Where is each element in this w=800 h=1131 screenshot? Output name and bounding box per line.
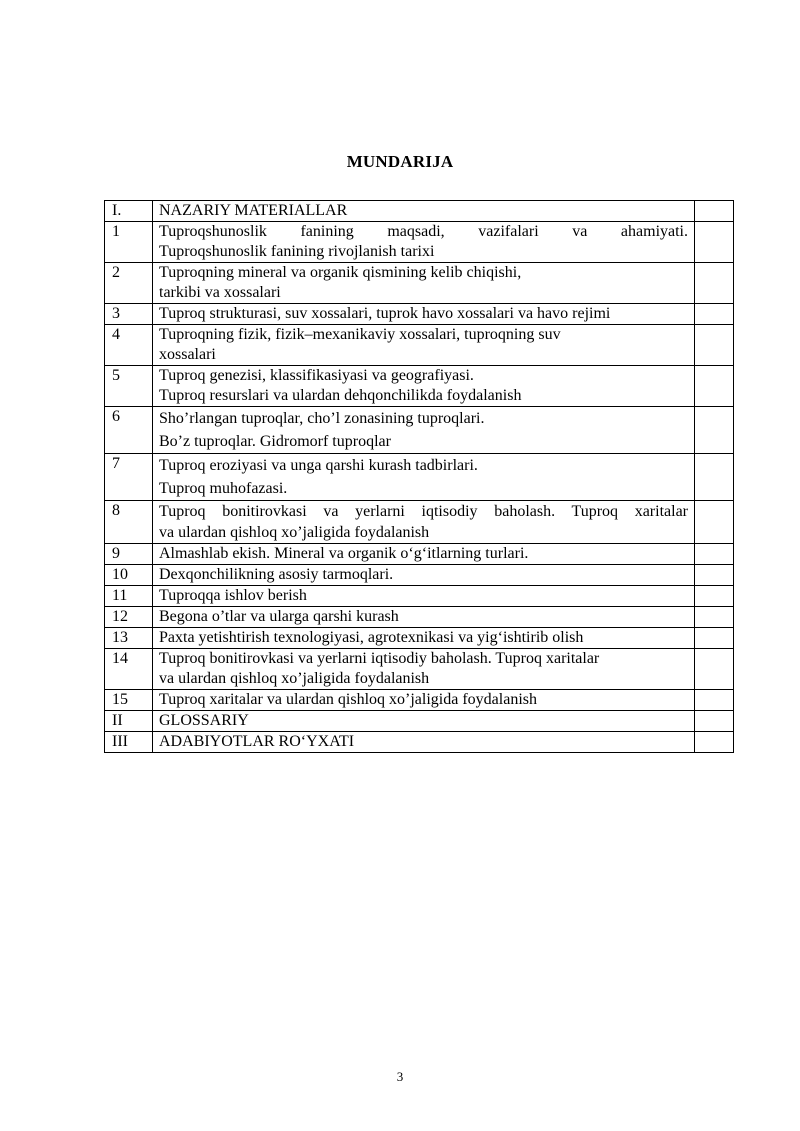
toc-row-page <box>695 649 734 690</box>
toc-row-page <box>695 501 734 544</box>
toc-row <box>105 628 734 649</box>
page-title: MUNDARIJA <box>346 152 454 171</box>
toc-row-title: ADABIYOTLAR RO‘YXATI <box>153 732 695 753</box>
toc-row-title: Tuproq bonitirovkasi va yerlarni iqtisodiy baholash. Tuproq xaritalar va ulardan qishloq xo’jaligida foydalanish <box>153 501 695 544</box>
toc-row-number: 1 <box>105 222 153 263</box>
toc-row-number: 9 <box>105 544 153 565</box>
toc-row-title: Tuproq bonitirovkasi va yerlarni iqtisodiy baholash. Tuproq xaritalar va ulardan qishloq xo’jaligida foydalanish <box>153 649 695 690</box>
toc-row <box>105 325 734 366</box>
toc-row-number: 2 <box>105 263 153 304</box>
toc-row-page <box>695 544 734 565</box>
toc-row <box>105 732 734 753</box>
toc-row-title: Paxta yetishtirish texnologiyasi, agrotexnikasi va yig‘ishtirib olish <box>153 628 695 649</box>
toc-row-page <box>695 263 734 304</box>
toc-row-title: Tuproq strukturasi, suv xossalari, tuprok havo xossalari va havo rejimi <box>153 304 695 325</box>
toc-row-title: GLOSSARIY <box>153 711 695 732</box>
toc-row-title: Tuproq eroziyasi va unga qarshi kurash tadbirlari. Tuproq muhofazasi. <box>153 454 695 501</box>
toc-row-page <box>695 325 734 366</box>
toc-row-number: 4 <box>105 325 153 366</box>
toc-row-page <box>695 366 734 407</box>
toc-row-title: Sho’rlangan tuproqlar, cho’l zonasining tuproqlari. Bo’z tuproqlar. Gidromorf tuproqlar <box>153 407 695 454</box>
toc-row <box>105 607 734 628</box>
toc-row <box>105 201 734 222</box>
toc-row-title: Dexqonchilikning asosiy tarmoqlari. <box>153 565 695 586</box>
toc-row-title: Tuproq xaritalar va ulardan qishloq xo’jaligida foydalanish <box>153 690 695 711</box>
toc-row <box>105 690 734 711</box>
toc-row-page <box>695 628 734 649</box>
toc-row-number: 3 <box>105 304 153 325</box>
toc-row-page <box>695 201 734 222</box>
table-of-contents <box>104 200 734 753</box>
toc-row <box>105 711 734 732</box>
toc-row <box>105 222 734 263</box>
toc-row-page <box>695 690 734 711</box>
toc-row-number: 13 <box>105 628 153 649</box>
toc-row-number: 12 <box>105 607 153 628</box>
toc-row-title: Tuproq genezisi, klassifikasiyasi va geografiyasi. Tuproq resurslari va ulardan dehqonchilikda foydalanish <box>153 366 695 407</box>
toc-row <box>105 501 734 544</box>
toc-row-number: 14 <box>105 649 153 690</box>
toc-row-page <box>695 586 734 607</box>
toc-row-number: 6 <box>105 407 153 454</box>
toc-row-number: III <box>105 732 153 753</box>
toc-row-title: Almashlab ekish. Mineral va organik o‘g‘itlarning turlari. <box>153 544 695 565</box>
toc-row-page <box>695 454 734 501</box>
toc-row-title: Tuproqning fizik, fizik–mexanikaviy xossalari, tuproqning suv xossalari <box>153 325 695 366</box>
toc-row-page <box>695 304 734 325</box>
toc-row-page <box>695 407 734 454</box>
toc-row-page <box>695 607 734 628</box>
toc-row <box>105 565 734 586</box>
toc-row-title: NAZARIY MATERIALLAR <box>153 201 695 222</box>
toc-row-title: Begona o’tlar va ularga qarshi kurash <box>153 607 695 628</box>
toc-row-page <box>695 711 734 732</box>
toc-row-number: I. <box>105 201 153 222</box>
toc-row-page <box>695 565 734 586</box>
toc-row <box>105 407 734 454</box>
toc-row-title: Tuproqqa ishlov berish <box>153 586 695 607</box>
toc-row-page <box>695 222 734 263</box>
toc-row-number: 15 <box>105 690 153 711</box>
toc-row <box>105 263 734 304</box>
toc-row-number: 10 <box>105 565 153 586</box>
toc-row <box>105 366 734 407</box>
toc-row-number: 7 <box>105 454 153 501</box>
toc-row-title: Tuproqning mineral va organik qismining kelib chiqishi, tarkibi va xossalari <box>153 263 695 304</box>
toc-row <box>105 649 734 690</box>
toc-row-number: 5 <box>105 366 153 407</box>
toc-row-number: 8 <box>105 501 153 544</box>
toc-row <box>105 544 734 565</box>
toc-row-number: 11 <box>105 586 153 607</box>
toc-row <box>105 454 734 501</box>
toc-row <box>105 586 734 607</box>
page-number: 3 <box>396 1069 404 1084</box>
toc-row-title: Tuproqshunoslik fanining maqsadi, vazifalari va ahamiyati. Tuproqshunoslik fanining rivojlanish tarixi <box>153 222 695 263</box>
toc-row-page <box>695 732 734 753</box>
toc-row-number: II <box>105 711 153 732</box>
toc-row <box>105 304 734 325</box>
